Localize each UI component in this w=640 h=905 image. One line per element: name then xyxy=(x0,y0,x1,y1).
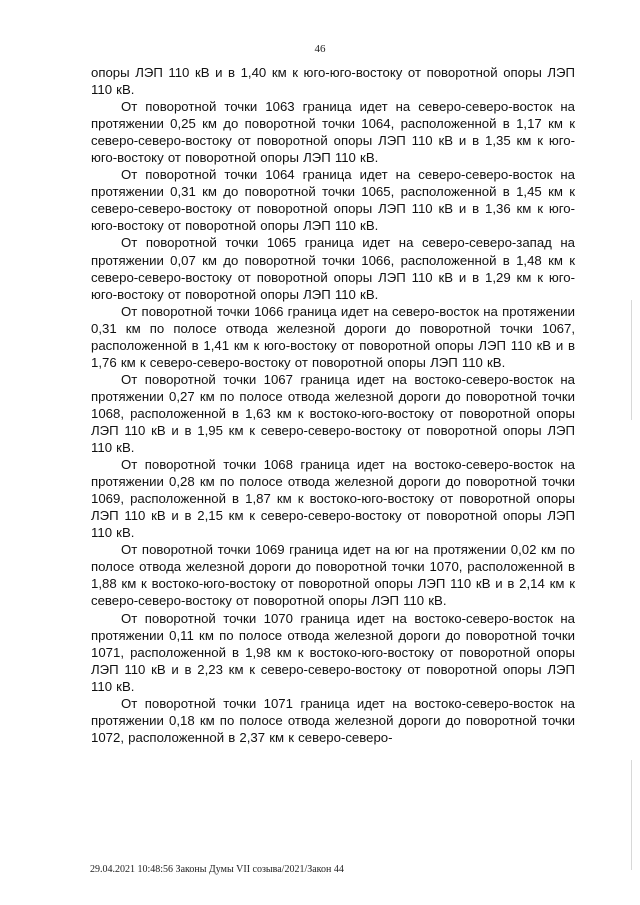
footer-stamp: 29.04.2021 10:48:56 Законы Думы VII созыва/2021/Закон 44 xyxy=(90,864,344,875)
paragraph-point-1070: От поворотной точки 1070 граница идет на востоко-северо-восток на протяжении 0,11 км по полосе отвода железной дороги до поворотной точки 1071, расположенной в 1,98 км к востоко-юго-востоку от поворотной опоры ЛЭП 110 кВ и в 2,23 км к северо-северо-востоку от поворотной опоры ЛЭП 110 кВ. xyxy=(91,610,575,694)
paragraph-point-1065: От поворотной точки 1065 граница идет на северо-северо-запад на протяжении 0,07 км до поворотной точки 1066, расположенной в 1,48 км к северо-северо-востоку от поворотной опоры ЛЭП 110 кВ и в 1,29 км к юго-юго-востоку от поворотной опоры ЛЭП 110 кВ. xyxy=(91,235,575,302)
scan-edge-mark xyxy=(631,760,632,870)
paragraph-continuation: опоры ЛЭП 110 кВ и в 1,40 км к юго-юго-востоку от поворотной опоры ЛЭП 110 кВ. xyxy=(91,65,575,98)
scan-edge-mark xyxy=(631,300,632,420)
page-number: 46 xyxy=(314,43,326,55)
paragraph-point-1067: От поворотной точки 1067 граница идет на востоко-северо-восток на протяжении 0,27 км по полосе отвода железной дороги до поворотной точки 1068, расположенной в 1,63 км к востоко-юго-востоку от поворотной опоры ЛЭП 110 кВ и в 1,95 км к северо-северо-востоку от поворотной опоры ЛЭП 110 кВ. xyxy=(91,371,575,456)
document-body xyxy=(91,64,575,746)
paragraph-point-1064: От поворотной точки 1064 граница идет на северо-северо-восток на протяжении 0,31 км до поворотной точки 1065, расположенной в 1,45 км к северо-северо-востоку от поворотной опоры ЛЭП 110 кВ и в 1,36 км к юго-юго-востоку от поворотной опоры ЛЭП 110 кВ. xyxy=(91,167,575,234)
paragraph-point-1069: От поворотной точки 1069 граница идет на юг на протяжении 0,02 км по полосе отвода железной дороги до поворотной точки 1070, расположенной в 1,88 км к востоко-юго-востоку от поворотной опоры ЛЭП 110 кВ и в 2,14 км к северо-северо-востоку от поворотной опоры ЛЭП 110 кВ. xyxy=(91,542,575,609)
paragraph-point-1066: От поворотной точки 1066 граница идет на северо-восток на протяжении 0,31 км по полосе отвода железной дороги до поворотной точки 1067, расположенной в 1,41 км к юго-востоку от поворотной опоры ЛЭП 110 кВ и в 1,76 км к северо-северо-востоку от поворотной опоры ЛЭП 110 кВ. xyxy=(91,303,575,370)
paragraph-point-1071: От поворотной точки 1071 граница идет на востоко-северо-восток на протяжении 0,18 км по полосе отвода железной дороги до поворотной точки 1072, расположенной в 2,37 км к северо-северо- xyxy=(91,695,575,745)
paragraph-point-1068: От поворотной точки 1068 граница идет на востоко-северо-восток на протяжении 0,28 км по полосе отвода железной дороги до поворотной точки 1069, расположенной в 1,87 км к востоко-юго-востоку от поворотной опоры ЛЭП 110 кВ и в 2,15 км к северо-северо-востоку от поворотной опоры ЛЭП 110 кВ. xyxy=(91,457,575,541)
paragraph-point-1063: От поворотной точки 1063 граница идет на северо-северо-восток на протяжении 0,25 км до поворотной точки 1064, расположенной в 1,17 км к северо-северо-востоку от поворотной опоры ЛЭП 110 кВ и в 1,35 км к юго-юго-востоку от поворотной опоры ЛЭП 110 кВ. xyxy=(91,99,575,166)
